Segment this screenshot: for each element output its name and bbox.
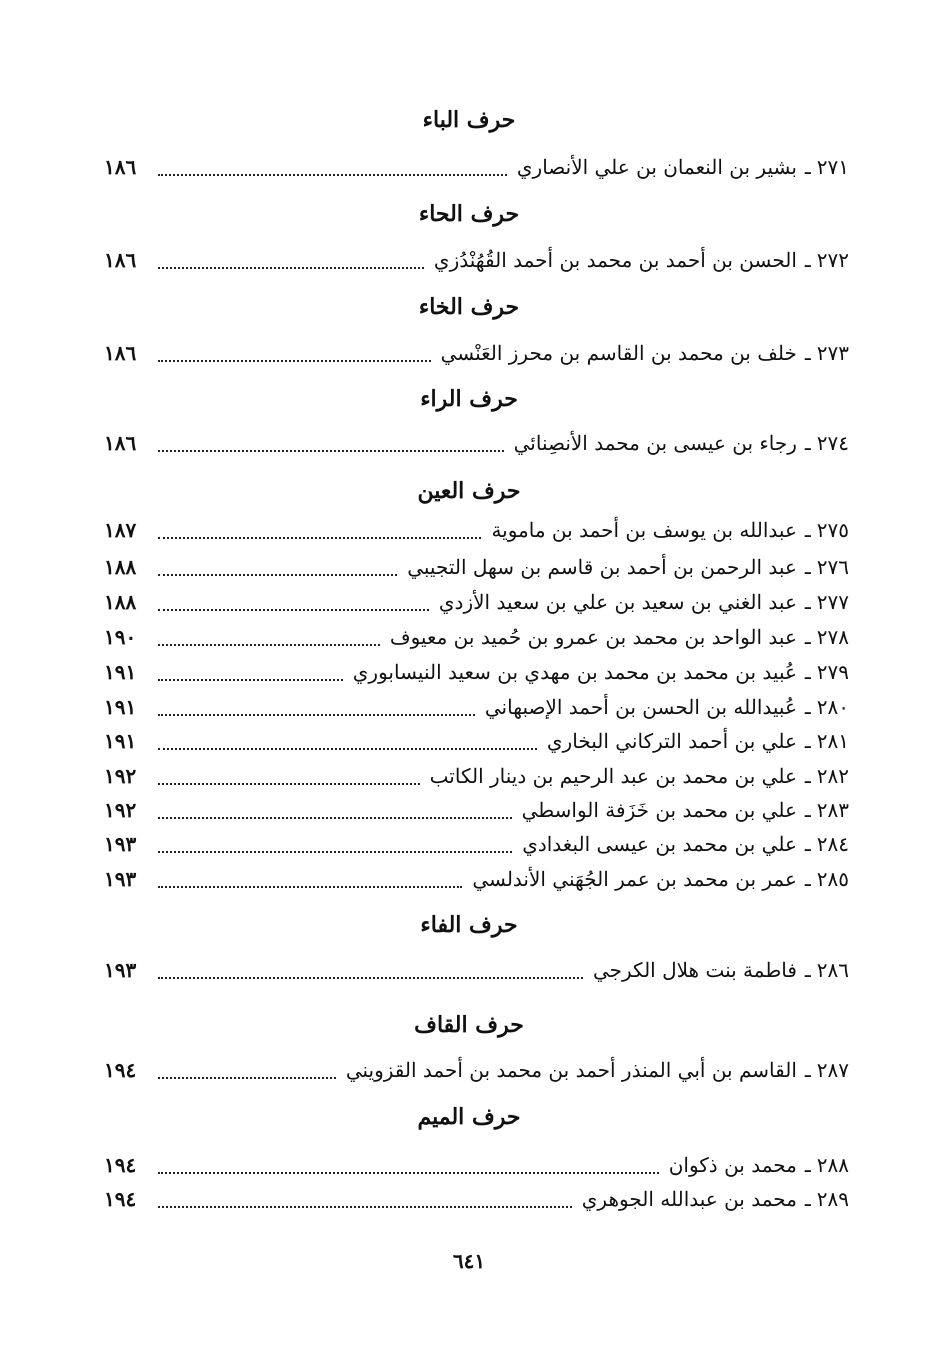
entry-page-number: ١٨٧ [104, 518, 137, 542]
entry-dash: ـ [804, 590, 811, 614]
index-entry [104, 587, 849, 617]
entry-number: ٢٨٨ [816, 1153, 849, 1177]
dot-leader [158, 574, 397, 576]
index-entry [104, 622, 849, 652]
entry-number: ٢٨٩ [816, 1187, 849, 1211]
entry-dash: ـ [804, 555, 811, 579]
entry-number: ٢٨٢ [816, 764, 849, 788]
entry-page-number: ١٨٨ [104, 555, 137, 579]
section-heading: حرف العين [417, 478, 521, 504]
entry-number: ٢٧٨ [816, 625, 849, 649]
entry-number: ٢٨٦ [816, 958, 849, 982]
section-heading: حرف القاف [414, 1012, 524, 1038]
entry-page-number: ١٨٦ [104, 431, 137, 455]
entry-number: ٢٧١ [816, 155, 849, 179]
entry-name: علي بن محمد بن عبد الرحيم بن دينار الكاتب [429, 764, 797, 788]
entry-name: علي بن أحمد التركاني البخاري [546, 729, 797, 753]
index-entry [104, 657, 849, 687]
dot-leader [158, 267, 424, 269]
entry-number: ٢٧٣ [816, 341, 849, 365]
index-entry [104, 515, 849, 545]
entry-page-number: ١٩٤ [104, 1058, 137, 1082]
entry-page-number: ١٩٤ [104, 1187, 137, 1211]
index-entry [104, 152, 849, 182]
entry-name: عبد الرحمن بن أحمد بن قاسم بن سهل التجيبي [407, 555, 797, 579]
index-entry [104, 1184, 849, 1214]
entry-dash: ـ [804, 764, 811, 788]
index-entry [104, 692, 849, 722]
dot-leader [158, 714, 475, 716]
entry-page-number: ١٩١ [104, 660, 137, 684]
entry-number: ٢٧٧ [816, 590, 849, 614]
entry-number: ٢٧٢ [816, 248, 849, 272]
entry-page-number: ١٩٢ [104, 764, 137, 788]
entry-name: عبدالله بن يوسف بن أحمد بن ماموية [491, 518, 797, 542]
entry-page-number: ١٩٣ [104, 958, 137, 982]
index-entry [104, 864, 849, 894]
dot-leader [158, 851, 512, 853]
entry-dash: ـ [804, 431, 811, 455]
entry-page-number: ١٩٣ [104, 832, 137, 856]
index-entry [104, 761, 849, 791]
dot-leader [158, 644, 380, 646]
entry-number: ٢٨٣ [816, 798, 849, 822]
entry-page-number: ١٨٦ [104, 341, 137, 365]
entry-dash: ـ [804, 1187, 811, 1211]
entry-page-number: ١٩٠ [104, 625, 137, 649]
entry-dash: ـ [804, 1058, 811, 1082]
index-entry [104, 428, 849, 458]
entry-page-number: ١٩٢ [104, 798, 137, 822]
entry-name: عُبيدالله بن الحسن بن أحمد الإصبهاني [484, 695, 797, 719]
entry-name: علي بن محمد بن خَزَفة الواسطي [521, 798, 797, 822]
dot-leader [158, 886, 462, 888]
entry-name: محمد بن عبدالله الجوهري [581, 1187, 797, 1211]
index-entry [104, 726, 849, 756]
index-entry [104, 338, 849, 368]
dot-leader [158, 450, 504, 452]
entry-name: عبد الغني بن سعيد بن علي بن سعيد الأزدي [438, 590, 797, 614]
entry-dash: ـ [804, 625, 811, 649]
entry-page-number: ١٩١ [104, 695, 137, 719]
entry-name: محمد بن ذكوان [668, 1153, 797, 1177]
entry-name: عُبيد بن محمد بن محمد بن مهدي بن سعيد النيسابوري [352, 660, 797, 684]
entry-dash: ـ [804, 695, 811, 719]
entry-number: ٢٨٠ [816, 695, 849, 719]
entry-dash: ـ [804, 155, 811, 179]
entry-name: القاسم بن أبي المنذر أحمد بن محمد بن أحمد القزويني [345, 1058, 797, 1082]
entry-page-number: ١٩٤ [104, 1153, 137, 1177]
entry-name: الحسن بن أحمد بن محمد بن أحمد القُهُنْدُزي [433, 248, 797, 272]
entry-number: ٢٨٧ [816, 1058, 849, 1082]
dot-leader [158, 1172, 659, 1174]
index-entry [104, 1150, 849, 1180]
entry-dash: ـ [804, 832, 811, 856]
dot-leader [158, 748, 537, 750]
entry-name: بشير بن النعمان بن علي الأنصاري [516, 155, 797, 179]
index-entry [104, 955, 849, 985]
section-heading: حرف الحاء [418, 201, 520, 227]
entry-dash: ـ [804, 248, 811, 272]
section-heading: حرف الباء [422, 107, 516, 133]
dot-leader [158, 360, 431, 362]
dot-leader [158, 537, 481, 539]
entry-dash: ـ [804, 958, 811, 982]
index-entry [104, 552, 849, 582]
dot-leader [158, 1077, 336, 1079]
entry-page-number: ١٩١ [104, 729, 137, 753]
page-number: ٦٤١ [452, 1249, 486, 1273]
entry-page-number: ١٨٨ [104, 590, 137, 614]
entry-page-number: ١٩٣ [104, 867, 137, 891]
entry-number: ٢٧٦ [816, 555, 849, 579]
entry-name: عبد الواحد بن محمد بن عمرو بن حُميد بن معيوف [389, 625, 797, 649]
entry-page-number: ١٨٦ [104, 155, 137, 179]
section-heading: حرف الميم [417, 1104, 521, 1130]
entry-dash: ـ [804, 798, 811, 822]
section-heading: حرف الخاء [418, 294, 520, 320]
entry-dash: ـ [804, 867, 811, 891]
index-entry [104, 829, 849, 859]
entry-dash: ـ [804, 729, 811, 753]
entry-name: فاطمة بنت هلال الكرجي [592, 958, 797, 982]
entry-name: علي بن محمد بن عيسى البغدادي [522, 832, 797, 856]
entry-number: ٢٨٥ [816, 867, 849, 891]
entry-dash: ـ [804, 660, 811, 684]
entry-page-number: ١٨٦ [104, 248, 137, 272]
dot-leader [158, 977, 583, 979]
dot-leader [158, 1206, 572, 1208]
dot-leader [158, 609, 429, 611]
entry-name: رجاء بن عيسى بن محمد الأنصِنائي [513, 431, 797, 455]
entry-number: ٢٨٤ [816, 832, 849, 856]
entry-number: ٢٧٥ [816, 518, 849, 542]
index-entry [104, 795, 849, 825]
section-heading: حرف الفاء [420, 912, 518, 938]
dot-leader [158, 174, 507, 176]
entry-dash: ـ [804, 341, 811, 365]
entry-name: خلف بن محمد بن القاسم بن محرز العَنْسي [440, 341, 797, 365]
dot-leader [158, 783, 420, 785]
entry-number: ٢٧٤ [816, 431, 849, 455]
index-entry [104, 245, 849, 275]
index-entry [104, 1055, 849, 1085]
entry-number: ٢٨١ [816, 729, 849, 753]
entry-dash: ـ [804, 1153, 811, 1177]
entry-number: ٢٧٩ [816, 660, 849, 684]
section-heading: حرف الراء [420, 386, 518, 412]
entry-dash: ـ [804, 518, 811, 542]
entry-name: عمر بن محمد بن عمر الجُهَني الأندلسي [472, 867, 797, 891]
dot-leader [158, 817, 512, 819]
dot-leader [158, 679, 343, 681]
